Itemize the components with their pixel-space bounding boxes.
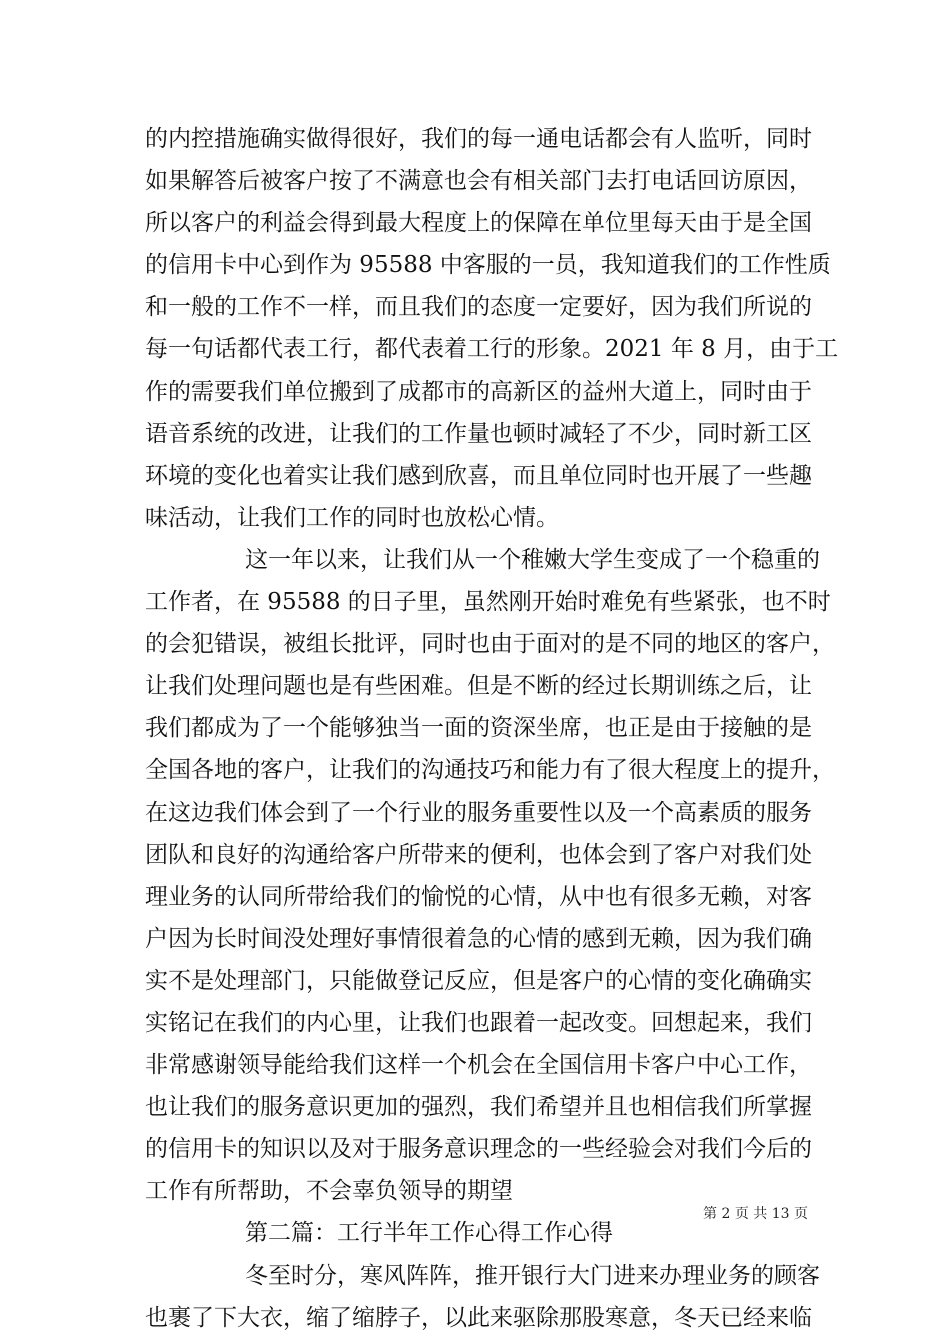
text-line: 所以客户的利益会得到最大程度上的保障在单位里每天由于是全国 xyxy=(145,210,812,237)
text-line: 工作有所帮助，不会辜负领导的期望 xyxy=(145,1178,513,1205)
text-line: 环境的变化也着实让我们感到欣喜，而且单位同时也开展了一些趣 xyxy=(145,462,812,489)
text-line: 也让我们的服务意识更加的强烈，我们希望并且也相信我们所掌握 xyxy=(145,1094,812,1121)
text-line: 户因为长时间没处理好事情很着急的心情的感到无赖，因为我们确 xyxy=(145,925,812,952)
body-text xyxy=(145,118,839,1339)
text-line: 让我们处理问题也是有些困难。但是不断的经过长期训练之后，让 xyxy=(145,673,812,700)
text-line: 在这边我们体会到了一个行业的服务重要性以及一个高素质的服务 xyxy=(145,799,812,826)
text-line: 作的需要我们单位搬到了成都市的高新区的益州大道上，同时由于 xyxy=(145,378,812,405)
text-line: 的内控措施确实做得很好，我们的每一通电话都会有人监听，同时 xyxy=(145,126,812,152)
text-line: 我们都成为了一个能够独当一面的资深坐席，也正是由于接触的是 xyxy=(145,715,812,742)
paragraph-start-line: 这一年以来，让我们从一个稚嫩大学生变成了一个稳重的 xyxy=(245,546,820,573)
page-number-footer: 第 2 页 共 13 页 xyxy=(703,1206,808,1222)
text-line: 的信用卡的知识以及对于服务意识理念的一些经验会对我们今后的 xyxy=(145,1136,812,1163)
text-line: 也裹了下大衣，缩了缩脖子，以此来驱除那股寒意，冬天已经来临 xyxy=(145,1304,812,1331)
text-line: 每一句话都代表工行，都代表着工行的形象。2021 年 8 月，由于工 xyxy=(145,336,839,363)
text-line: 的信用卡中心到作为 95588 中客服的一员，我知道我们的工作性质 xyxy=(145,252,831,279)
text-line: 的会犯错误，被组长批评，同时也由于面对的是不同的地区的客户， xyxy=(145,631,835,658)
text-line: 味活动，让我们工作的同时也放松心情。 xyxy=(145,504,559,531)
text-line: 团队和良好的沟通给客户所带来的便利，也体会到了客户对我们处 xyxy=(145,841,812,868)
text-line: 和一般的工作不一样，而且我们的态度一定要好，因为我们所说的 xyxy=(145,294,812,321)
text-line: 实铭记在我们的内心里，让我们也跟着一起改变。回想起来，我们 xyxy=(145,1009,812,1036)
text-line: 理业务的认同所带给我们的愉悦的心情，从中也有很多无赖，对客 xyxy=(145,883,812,910)
section-heading: 第二篇：工行半年工作心得工作心得 xyxy=(245,1220,613,1247)
text-line: 如果解答后被客户按了不满意也会有相关部门去打电话回访原因， xyxy=(145,168,812,195)
text-line: 非常感谢领导能给我们这样一个机会在全国信用卡客户中心工作， xyxy=(145,1052,812,1079)
text-line: 语音系统的改进，让我们的工作量也顿时减轻了不少，同时新工区 xyxy=(145,420,812,447)
text-line: 全国各地的客户，让我们的沟通技巧和能力有了很大程度上的提升， xyxy=(145,757,835,784)
text-line: 工作者，在 95588 的日子里，虽然刚开始时难免有些紧张，也不时 xyxy=(145,589,831,616)
text-line: 实不是处理部门，只能做登记反应，但是客户的心情的变化确确实 xyxy=(145,967,812,994)
paragraph-start-line: 冬至时分，寒风阵阵，推开银行大门进来办理业务的顾客 xyxy=(245,1262,820,1289)
